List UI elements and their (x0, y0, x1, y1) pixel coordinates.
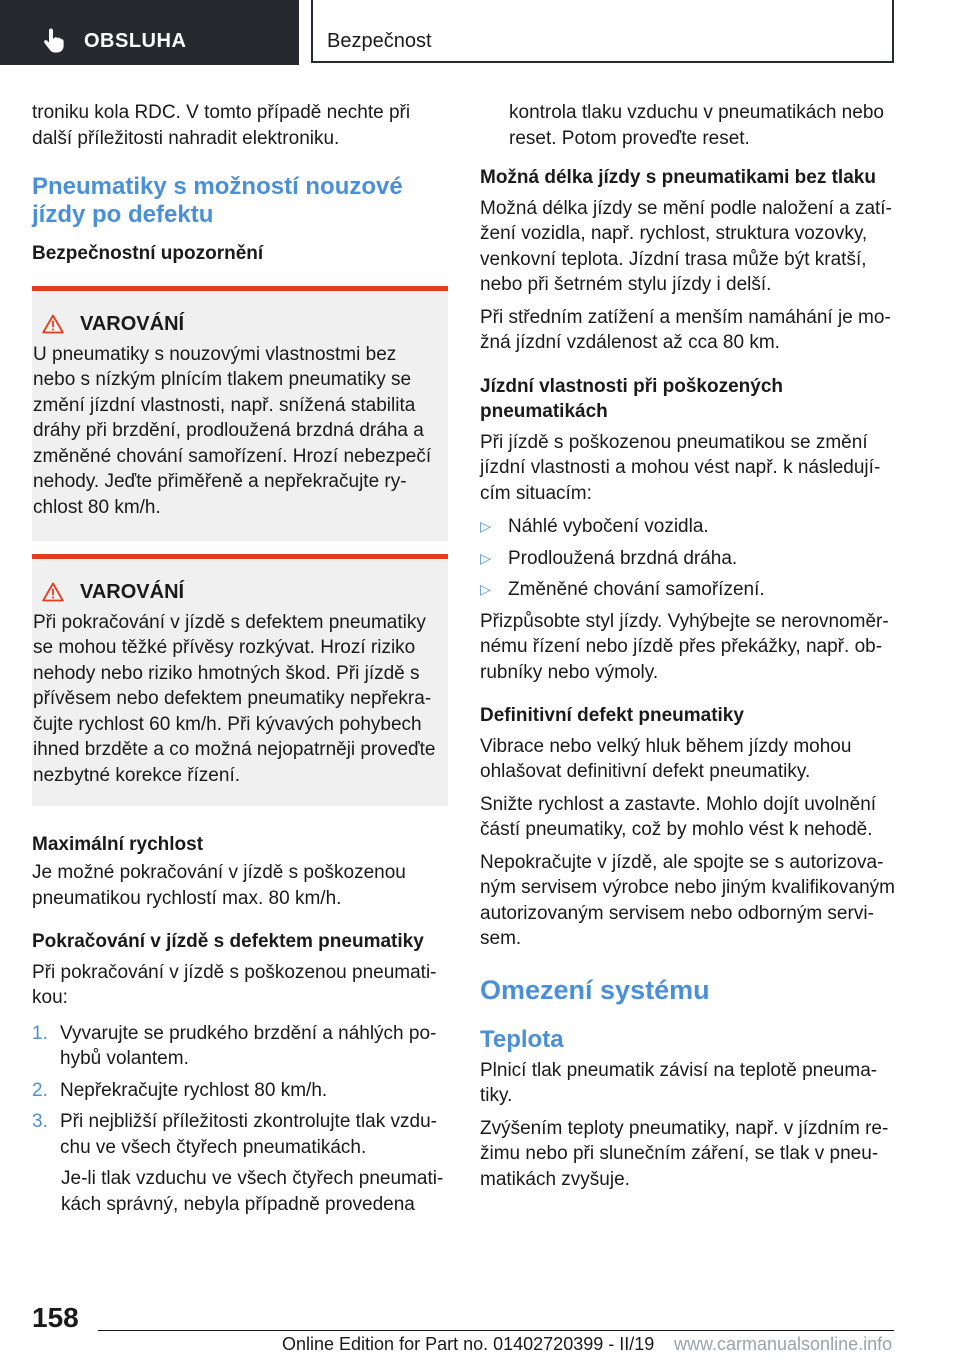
chapter-header (311, 0, 894, 63)
footer-divider (98, 1330, 894, 1331)
max-speed-heading: Maximální rychlost (32, 833, 204, 855)
warning-text: Při pokračování v jízdě s defektem pneumatiky se mohou těžké přívěsy rozkývat. Hrozí riziko nehody nebo riziko hmotných škod. Při jízdě s přívěsem nebo defektem pneumatiky nepřekračujte rychlost 60 km/h. Při kývavých pohybech ihned brzděte a co možná nejopatrněji proveďte nezbytné korekce řízení. (33, 611, 436, 786)
edition-text: Online Edition for Part no. 01402720399 - II/19 (282, 1334, 655, 1354)
list-text: Změněné chování samořízení. (508, 579, 765, 600)
watermark-text: www.carmanualsonline.info (674, 1334, 893, 1354)
warning-box-1 (32, 286, 448, 541)
continued-text: kontrola tlaku vzduchu v pneumatikách nebo reset. Potom proveďte reset. (509, 102, 884, 149)
list-item (32, 1109, 448, 1160)
left-column (32, 100, 448, 1217)
max-speed-text: Je možné pokračování v jízdě s poškozenou pneumatikou rychlostí max. 80 km/h. (32, 862, 406, 909)
list-item (32, 1021, 448, 1072)
list-number: 2. (32, 1079, 48, 1101)
defect-heading: Definitivní defekt pneumatiky (480, 705, 744, 726)
temperature-heading: Teplota (480, 1025, 564, 1053)
list-item (480, 577, 898, 603)
list-text: Vyvarujte se prudkého brzdění a náhlých pohybů volantem. (60, 1022, 437, 1069)
triangle-bullet-icon: ▷ (480, 549, 491, 566)
right-column (480, 100, 898, 1203)
continue-heading: Pokračování v jízdě s defektem pneumatiky (32, 931, 424, 952)
list-text: Při nejbližší příležitosti zkontrolujte tlak vzduchu ve všech čtyřech pneumatikách. (60, 1111, 437, 1158)
section-heading-runflat: Pneumatiky s možností nouzové jízdy po defektu (32, 173, 403, 228)
range-text-1: Možná délka jízdy se mění podle naložení a zatížení vozidla, např. rychlost, struktura vozovky, venkovní teplota. Jízdní trasa může být kratší, nebo při šetrném stylu jízdy i delší. (480, 197, 892, 295)
safety-heading: Bezpečnostní upozornění (32, 243, 264, 264)
list-text: Náhlé vybočení vozidla. (508, 516, 709, 537)
warning-triangle-icon (42, 314, 64, 334)
range-heading: Možná délka jízdy s pneumatikami bez tlaku (480, 167, 876, 188)
temperature-text-1: Plnicí tlak pneumatik závisí na teplotě pneumatiky. (480, 1059, 878, 1106)
list-item (480, 546, 898, 572)
driving-text: Při jízdě s poškozenou pneumatikou se změní jízdní vlastnosti a mohou vést např. k následujícím situacím: (480, 431, 881, 504)
section-label: OBSLUHA (84, 30, 187, 52)
triangle-bullet-icon: ▷ (480, 518, 491, 534)
list-item (480, 514, 898, 540)
warning-text: U pneumatiky s nouzovými vlastnostmi bez nebo s nízkým plnícím tlakem pneumatiky se změní jízdní vlastnosti, např. snížená stabilita dráhy při brzdění, prodloužená brzdná dráha a změněné chování samořízení. Hrozí nebezpečí nehody. Jeďte přiměřeně a nepřekračujte rychlost 80 km/h. (33, 343, 432, 518)
triangle-bullet-icon: ▷ (480, 581, 491, 597)
warning-triangle-icon (42, 582, 64, 602)
defect-text-2: Snižte rychlost a zastavte. Mohlo dojít uvolnění částí pneumatiky, což by mohlo vést k nehodě. (480, 793, 877, 840)
defect-text-1: Vibrace nebo velký hluk během jízdy mohou ohlašovat definitivní defekt pneumatiky. (480, 735, 852, 782)
section-tab[interactable] (0, 0, 299, 65)
limits-heading: Omezení systému (480, 974, 710, 1005)
defect-text-3: Nepokračujte v jízdě, ale spojte se s autorizovaným servisem výrobce nebo jiným kvalifikovaným autorizovaným servisem nebo odborným servisem. (480, 851, 895, 949)
warning-box-2 (32, 554, 448, 806)
list-text: Prodloužená brzdná dráha. (508, 547, 738, 569)
adapt-text: Přizpůsobte styl jízdy. Vyhýbejte se nerovnoměrnému řízení nebo jízdě přes překážky, např. obrubníky nebo výmoly. (480, 610, 889, 683)
range-text-2: Při středním zatížení a menším namáhání je možná jízdní vzdálenost až cca 80 km. (480, 306, 891, 353)
chapter-title: Bezpečnost (327, 30, 432, 52)
list-item (32, 1078, 448, 1104)
warning-title: VAROVÁNÍ (80, 312, 185, 335)
temperature-text-2: Zvýšením teploty pneumatiky, např. v jízdním režimu nebo při slunečním záření, se tlak v pneumatikách zvyšuje. (480, 1117, 889, 1190)
continue-text: Při pokračování v jízdě s poškozenou pneumatikou: (32, 961, 437, 1008)
list-number: 1. (32, 1022, 48, 1044)
intro-text: troniku kola RDC. V tomto případě nechte při další příležitosti nahradit elektroniku. (32, 102, 411, 149)
list-text: Nepřekračujte rychlost 80 km/h. (60, 1079, 328, 1101)
warning-title: VAROVÁNÍ (80, 580, 185, 603)
page-number: 158 (32, 1302, 79, 1333)
hand-pointer-icon (42, 27, 66, 53)
list-number: 3. (32, 1111, 48, 1132)
step3-subtext: Je-li tlak vzduchu ve všech čtyřech pneumatikách správný, nebyla případně provedena (61, 1168, 444, 1215)
driving-heading: Jízdní vlastnosti při poškozených pneumatikách (480, 375, 784, 422)
